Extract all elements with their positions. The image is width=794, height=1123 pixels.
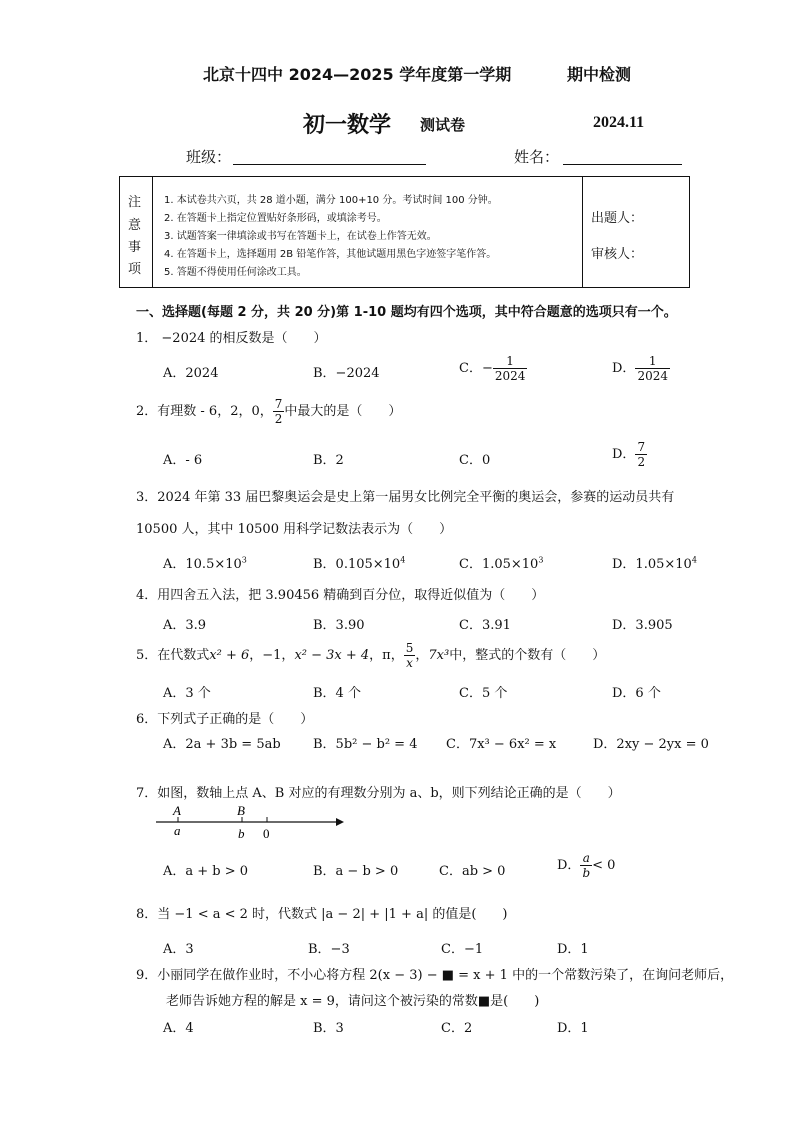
notice-item: 4. 在答题卡上，选择题用 2B 铅笔作答，其他试题用黑色字迹签字笔作答。	[164, 249, 497, 260]
q9-option-b[interactable]: B．3	[313, 1021, 344, 1036]
exam-title: 北京十四中 2024—2025 学年度第一学期	[203, 65, 512, 84]
q1-option-b[interactable]: B．−2024	[313, 366, 380, 381]
numerator: 5	[405, 641, 414, 655]
notice-label-cell	[120, 177, 153, 287]
section-heading: 一、选择题(每题 2 分，共 20 分)第 1-10 题均有四个选项，其中符合题意的选项只有一个。	[136, 305, 677, 320]
notice-label-char: 注	[128, 195, 142, 210]
q2-option-d[interactable]	[612, 440, 647, 469]
q5-stem-e: 中，整式的个数有（ ）	[449, 648, 606, 663]
question-8-stem: 8．当 −1 < a < 2 时，代数式 |a − 2| + |1 + a| 的值是( )	[136, 907, 508, 922]
q7-option-d[interactable]	[557, 851, 615, 880]
q3-option-c[interactable]	[459, 553, 543, 572]
numerator: 7	[637, 440, 646, 454]
denominator: 2024	[494, 369, 526, 383]
question-3-stem-line1: 3．2024 年第 33 届巴黎奥运会是史上第一届男女比例完全平衡的奥运会，参赛的运动员共有	[136, 490, 675, 505]
notice-label-char: 项	[128, 262, 142, 277]
numerator: 7	[274, 397, 283, 411]
q3-b-base: B．0.105×10	[313, 557, 401, 572]
denominator: 2024	[637, 369, 668, 383]
denominator: 2	[637, 455, 646, 469]
question-2-stem	[136, 397, 401, 426]
q5-fraction	[404, 641, 416, 670]
q3-d-base: D．1.05×10	[612, 557, 692, 572]
q5-option-d[interactable]: D．6 个	[612, 686, 661, 701]
q7-option-b[interactable]: B．a − b > 0	[313, 864, 399, 879]
number-line-arrow	[336, 818, 344, 826]
q4-option-a[interactable]: A．3.9	[163, 618, 207, 633]
question-9-stem-line1: 9．小丽同学在做作业时，不小心将方程 2(x − 3) − ■ = x + 1 中的一个常数污染了，在询问老师后，	[136, 968, 734, 983]
q5-stem-c: ，π，	[369, 648, 404, 663]
q5-stem-b: ，−1，	[249, 648, 295, 663]
q5-option-a[interactable]: A．3 个	[163, 686, 211, 701]
value-a-label: a	[174, 823, 181, 838]
q7-d-prefix: D．	[557, 858, 581, 873]
point-b-label: B	[237, 803, 245, 818]
q5-expr-1: x² + 6	[209, 648, 250, 663]
q7-d-fraction	[580, 851, 592, 880]
question-3-stem-line2: 10500 人，其中 10500 用科学记数法表示为（ ）	[136, 522, 453, 537]
author-label: 出题人：	[591, 211, 644, 226]
exponent: 3	[241, 555, 247, 565]
class-label: 班级：	[186, 148, 232, 166]
exponent: 4	[691, 555, 697, 565]
name-label: 姓名：	[514, 148, 560, 166]
exam-date: 2024.11	[593, 114, 645, 131]
number-line-figure	[150, 802, 350, 842]
class-field[interactable]	[233, 148, 426, 165]
q2-d-prefix: D．	[612, 447, 636, 462]
q8-option-a[interactable]: A．3	[163, 942, 194, 957]
notice-item: 2. 在答题卡上指定位置贴好条形码，或填涂考号。	[164, 213, 387, 224]
q1-d-prefix: D．	[612, 361, 636, 376]
notice-label-char: 意	[128, 218, 142, 233]
q3-option-a[interactable]	[163, 553, 247, 572]
q4-option-b[interactable]: B．3.90	[313, 618, 365, 633]
q9-option-c[interactable]: C．2	[441, 1021, 473, 1036]
q3-c-base: C．1.05×10	[459, 557, 539, 572]
notice-item: 3. 试题答案一律填涂或书写在答题卡上，在试卷上作答无效。	[164, 231, 437, 242]
q3-a-base: A．10.5×10	[163, 557, 242, 572]
exam-type: 期中检测	[567, 65, 632, 84]
q3-option-d[interactable]	[612, 553, 697, 572]
exponent: 4	[400, 555, 406, 565]
numerator: 1	[493, 354, 528, 369]
q1-d-fraction	[635, 354, 670, 383]
question-7-stem: 7．如图，数轴上点 A、B 对应的有理数分别为 a、b，则下列结论正确的是（ ）	[136, 786, 621, 801]
notice-divider	[582, 177, 583, 287]
numerator: 1	[635, 354, 670, 369]
q6-option-b[interactable]: B．5b² − b² = 4	[313, 737, 418, 752]
q3-option-b[interactable]	[313, 553, 405, 572]
q1-c-prefix: C．−	[459, 361, 493, 376]
notice-item: 1. 本试卷共六页，共 28 道小题，满分 100+10 分。考试时间 100 分钟。	[164, 195, 498, 206]
q8-option-b[interactable]: B．−3	[308, 942, 350, 957]
q7-option-c[interactable]: C．ab > 0	[439, 864, 506, 879]
subtitle: 测试卷	[420, 116, 466, 134]
question-1-stem: 1． −2024 的相反数是（ ）	[136, 331, 327, 346]
q2-option-a[interactable]: A．- 6	[163, 453, 203, 468]
q6-option-d[interactable]: D．2xy − 2yx = 0	[593, 737, 709, 752]
q6-option-c[interactable]: C．7x³ − 6x² = x	[446, 737, 557, 752]
q7-option-a[interactable]: A．a + b > 0	[163, 864, 249, 879]
q5-option-b[interactable]: B．4 个	[313, 686, 361, 701]
q1-c-fraction	[493, 354, 528, 383]
notice-label-char: 事	[128, 240, 142, 255]
q1-option-c[interactable]	[459, 354, 527, 383]
question-5-stem	[136, 641, 605, 670]
q4-option-c[interactable]: C．3.91	[459, 618, 511, 633]
q5-expr-3: 7x³	[428, 648, 450, 663]
subject-title: 初一数学	[303, 113, 392, 138]
value-b-label: b	[238, 826, 245, 841]
q2-option-b[interactable]: B．2	[313, 453, 344, 468]
q9-option-a[interactable]: A．4	[163, 1021, 194, 1036]
q1-option-a[interactable]: A．2024	[163, 366, 219, 381]
question-9-stem-line2: 老师告诉她方程的解是 x = 9，请问这个被污染的常数■是( )	[166, 994, 540, 1009]
q5-stem-a: 5．在代数式	[136, 648, 210, 663]
denominator: 2	[274, 412, 283, 426]
q8-option-c[interactable]: C．−1	[441, 942, 484, 957]
q5-expr-2: x² − 3x + 4	[294, 648, 370, 663]
q2-d-fraction	[635, 440, 647, 469]
notice-box	[119, 176, 690, 288]
reviewer-label: 审核人：	[591, 247, 644, 262]
question-6-stem: 6．下列式子正确的是（ ）	[136, 712, 314, 727]
exponent: 3	[538, 555, 544, 565]
q4-option-d[interactable]: D．3.905	[612, 618, 673, 633]
q5-option-c[interactable]: C．5 个	[459, 686, 508, 701]
zero-label: 0	[263, 826, 270, 841]
numerator: a	[580, 851, 592, 866]
denominator: b	[582, 866, 591, 880]
question-4-stem: 4．用四舍五入法，把 3.90456 精确到百分位，取得近似值为（ ）	[136, 588, 545, 603]
name-field[interactable]	[563, 148, 682, 165]
q6-option-a[interactable]: A．2a + 3b = 5ab	[163, 737, 281, 752]
q7-d-suffix: < 0	[592, 858, 616, 873]
q2-option-c[interactable]: C．0	[459, 453, 491, 468]
denominator: x	[406, 656, 413, 670]
q2-stem-a: 2．有理数 - 6，2，0，	[136, 404, 273, 419]
q2-fraction	[273, 397, 285, 426]
q9-option-d[interactable]: D．1	[557, 1021, 589, 1036]
notice-item: 5. 答题不得使用任何涂改工具。	[164, 267, 307, 278]
q2-stem-b: 中最大的是（ ）	[284, 404, 402, 419]
q8-option-d[interactable]: D．1	[557, 942, 589, 957]
q1-option-d[interactable]	[612, 354, 670, 383]
q5-stem-d: ，	[415, 648, 429, 663]
point-a-label: A	[173, 803, 181, 818]
